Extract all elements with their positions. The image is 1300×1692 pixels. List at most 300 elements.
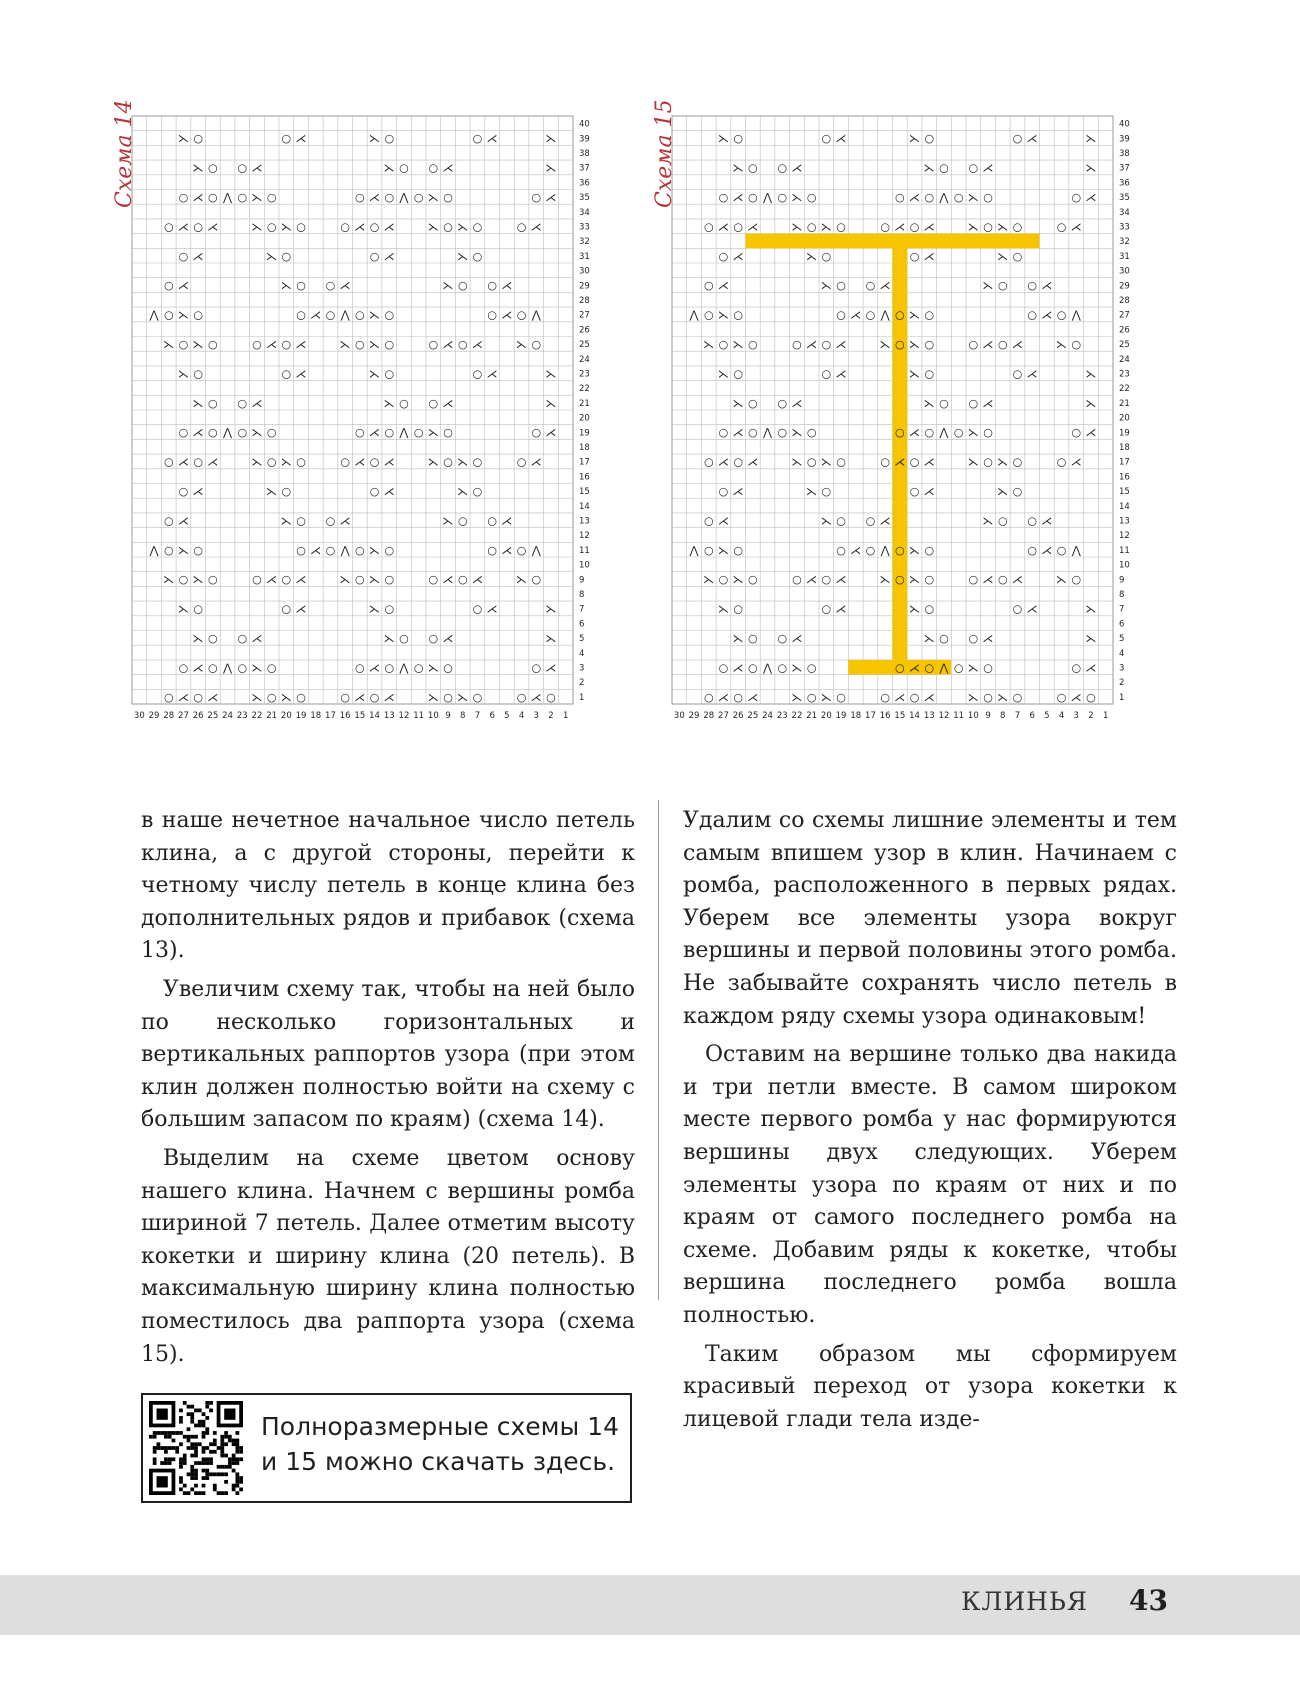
chart-symbol: ⋋ bbox=[923, 161, 935, 175]
chart-symbol: ⋋ bbox=[732, 161, 744, 175]
qr-module bbox=[224, 1435, 228, 1439]
chart-symbol: ⋌ bbox=[545, 426, 557, 440]
qr-code-icon[interactable] bbox=[149, 1401, 243, 1495]
chart-symbol: ○ bbox=[1086, 690, 1096, 704]
qr-module bbox=[224, 1431, 228, 1435]
chart-symbol: ⋋ bbox=[545, 132, 557, 146]
qr-module bbox=[205, 1446, 209, 1450]
column-number-label: 19 bbox=[295, 711, 307, 721]
column-number-label: 26 bbox=[732, 711, 744, 721]
qr-module bbox=[168, 1446, 172, 1450]
chart-symbol: ⋋ bbox=[427, 220, 439, 234]
row-number-label: 11 bbox=[579, 545, 590, 556]
chart-symbol: ⋋ bbox=[967, 426, 979, 440]
row-number-label: 40 bbox=[1119, 119, 1130, 130]
chart-symbol: ○ bbox=[924, 543, 935, 557]
chart-symbol: ⋀ bbox=[689, 308, 699, 322]
row-number-label: 35 bbox=[1119, 193, 1130, 204]
row-number-label: 25 bbox=[1119, 340, 1130, 351]
qr-module bbox=[183, 1461, 187, 1465]
chart-symbol: ○ bbox=[208, 337, 218, 351]
qr-module bbox=[202, 1461, 206, 1465]
chart-symbol: ○ bbox=[836, 455, 846, 469]
qr-module bbox=[205, 1416, 209, 1420]
chart-symbol: ○ bbox=[939, 161, 949, 175]
qr-module bbox=[179, 1431, 183, 1435]
chart-symbol: ○ bbox=[777, 190, 788, 204]
column-number-label: 18 bbox=[850, 711, 862, 721]
chart-symbol: ○ bbox=[733, 455, 743, 469]
row-number-label: 10 bbox=[1119, 560, 1130, 571]
qr-module bbox=[175, 1431, 179, 1435]
row-number-label: 14 bbox=[1119, 501, 1130, 512]
row-number-label: 38 bbox=[1119, 148, 1130, 159]
row-number-label: 33 bbox=[1119, 222, 1130, 233]
row-number-label: 10 bbox=[579, 560, 590, 571]
row-number-label: 9 bbox=[1119, 575, 1125, 586]
qr-module bbox=[202, 1469, 206, 1473]
qr-module bbox=[224, 1442, 228, 1446]
chart-symbol: ⋋ bbox=[1085, 631, 1097, 645]
chart-symbol: ○ bbox=[1012, 220, 1023, 234]
row-number-label: 24 bbox=[579, 354, 590, 365]
chart-symbol: ⋋ bbox=[997, 249, 1009, 263]
row-number-label: 7 bbox=[1119, 604, 1125, 615]
chart-symbol: ○ bbox=[208, 631, 218, 645]
chart-symbol: ⋌ bbox=[339, 279, 351, 293]
qr-module bbox=[220, 1491, 224, 1495]
chart-symbol: ⋌ bbox=[1026, 132, 1038, 146]
chart-symbol: ⋌ bbox=[894, 455, 906, 469]
chart-symbol: ○ bbox=[733, 367, 743, 381]
chart-symbol: ⋌ bbox=[1070, 220, 1082, 234]
row-number-label: 11 bbox=[1119, 545, 1130, 556]
chart-symbol: ⋋ bbox=[369, 337, 381, 351]
qr-module bbox=[194, 1446, 198, 1450]
chart-symbol: ○ bbox=[296, 279, 306, 293]
row-number-label: 17 bbox=[579, 457, 590, 468]
chart-symbol: ○ bbox=[208, 396, 218, 410]
qr-module bbox=[194, 1484, 198, 1488]
column-number-label: 18 bbox=[310, 711, 322, 721]
chart-symbol: ○ bbox=[178, 573, 189, 587]
chart-symbol: ○ bbox=[895, 337, 905, 351]
column-number-label: 23 bbox=[236, 711, 248, 721]
chart-symbol: ○ bbox=[968, 573, 979, 587]
chart-symbol: ⋌ bbox=[486, 602, 498, 616]
chart-symbol: ○ bbox=[836, 690, 846, 704]
column-number-label: 2 bbox=[548, 711, 554, 721]
chart-symbol: ⋋ bbox=[457, 455, 469, 469]
chart-symbol: ⋋ bbox=[820, 220, 832, 234]
row-number-label: 35 bbox=[579, 193, 590, 204]
qr-module bbox=[190, 1487, 194, 1491]
chart-symbol: ○ bbox=[266, 190, 277, 204]
chart-symbol: ○ bbox=[369, 690, 380, 704]
chart-symbol: ○ bbox=[472, 367, 483, 381]
chart-symbol: ○ bbox=[237, 190, 248, 204]
chart-symbol: ○ bbox=[355, 661, 365, 675]
qr-module bbox=[228, 1461, 232, 1465]
chart-symbol: ⋌ bbox=[369, 661, 381, 675]
chart-symbol: ⋋ bbox=[192, 337, 204, 351]
qr-module bbox=[194, 1491, 198, 1495]
chart-symbol: ○ bbox=[909, 220, 920, 234]
chart-symbol: ⋌ bbox=[1085, 661, 1097, 675]
chart-symbol: ○ bbox=[237, 631, 248, 645]
qr-module bbox=[179, 1487, 183, 1491]
chart-symbol: ⋌ bbox=[923, 484, 935, 498]
qr-module bbox=[202, 1446, 206, 1450]
chart-symbol: ○ bbox=[983, 661, 993, 675]
qr-module bbox=[202, 1431, 206, 1435]
chart-symbol: ⋌ bbox=[442, 573, 454, 587]
chart-symbol: ⋌ bbox=[501, 308, 513, 322]
chart-symbol: ○ bbox=[777, 631, 788, 645]
chart-symbol: ⋀ bbox=[531, 308, 541, 322]
chart-symbol: ⋋ bbox=[1056, 337, 1068, 351]
chart-symbol: ○ bbox=[193, 455, 203, 469]
chart-symbol: ⋌ bbox=[909, 661, 921, 675]
chart-symbol: ○ bbox=[325, 514, 336, 528]
chart-symbol: ○ bbox=[880, 455, 890, 469]
column-number-label: 24 bbox=[222, 711, 233, 721]
chart-symbol: ○ bbox=[1056, 543, 1067, 557]
chart-symbol: ○ bbox=[1027, 514, 1037, 528]
chart-symbol: ○ bbox=[325, 543, 336, 557]
qr-module bbox=[232, 1469, 236, 1473]
qr-module bbox=[205, 1461, 209, 1465]
chart-symbol: ⋋ bbox=[820, 279, 832, 293]
chart-symbol: ○ bbox=[208, 426, 218, 440]
qr-module bbox=[239, 1446, 243, 1450]
qr-module bbox=[168, 1457, 172, 1461]
chart-symbol: ○ bbox=[472, 484, 483, 498]
chart-symbol: ○ bbox=[384, 132, 395, 146]
qr-module bbox=[179, 1457, 183, 1461]
chart-symbol: ⋌ bbox=[791, 631, 803, 645]
chart-symbol: ○ bbox=[281, 367, 292, 381]
qr-module bbox=[228, 1465, 232, 1469]
qr-module bbox=[194, 1450, 198, 1454]
right-paragraph-2: Оставим на вершине только два накида и три петли вместе. В самом широком месте первого ромба у нас формируются вершины двух следующих. Уберем элементы узора по краям от них и по краям от самого последнего ромба на схеме. Добавим ряды к кокетке, чтобы вершина последнего ромба вошла полностью. bbox=[683, 1042, 1177, 1328]
chart-symbol: ⋋ bbox=[442, 514, 454, 528]
chart-symbol: ⋋ bbox=[909, 367, 921, 381]
chart-symbol: ⋌ bbox=[732, 661, 744, 675]
chart-symbol: ○ bbox=[237, 161, 248, 175]
row-number-label: 21 bbox=[1119, 398, 1130, 409]
chart-symbol: ○ bbox=[531, 661, 542, 675]
chart-symbol: ⋋ bbox=[923, 631, 935, 645]
chart-symbol: ⋌ bbox=[383, 455, 395, 469]
row-number-label: 19 bbox=[579, 428, 590, 439]
chart-symbol: ○ bbox=[193, 308, 203, 322]
chart-symbol: ○ bbox=[909, 690, 920, 704]
chart-symbol: ⋋ bbox=[280, 279, 292, 293]
chart-symbol: ○ bbox=[1071, 661, 1082, 675]
chart-symbol: ⋋ bbox=[192, 573, 204, 587]
chart-symbol: ○ bbox=[193, 690, 203, 704]
chart-symbol: ○ bbox=[748, 661, 758, 675]
chart-symbol: ○ bbox=[924, 426, 935, 440]
chart-symbol: ○ bbox=[1027, 308, 1037, 322]
chart-symbol: ○ bbox=[163, 220, 174, 234]
column-number-label: 21 bbox=[806, 711, 818, 721]
qr-module bbox=[149, 1435, 153, 1439]
chart-symbol: ○ bbox=[880, 690, 890, 704]
chart-symbol: ⋋ bbox=[791, 455, 803, 469]
qr-module bbox=[160, 1446, 164, 1450]
chart-symbol: ⋌ bbox=[192, 190, 204, 204]
chart-symbol: ⋌ bbox=[717, 690, 729, 704]
chart-symbol: ⋋ bbox=[703, 573, 715, 587]
column-number-label: 16 bbox=[879, 711, 891, 721]
chart-symbol: ⋌ bbox=[1041, 514, 1053, 528]
column-number-label: 4 bbox=[1058, 711, 1065, 721]
chart-symbol: ○ bbox=[413, 661, 424, 675]
chart-symbol: ○ bbox=[1071, 426, 1082, 440]
column-number-label: 27 bbox=[178, 711, 189, 721]
qr-module bbox=[157, 1442, 161, 1446]
chart-symbol: ○ bbox=[428, 161, 439, 175]
chart-symbol: ⋌ bbox=[879, 279, 891, 293]
qr-module bbox=[239, 1457, 243, 1461]
chart-symbol: ⋌ bbox=[791, 396, 803, 410]
column-number-label: 20 bbox=[280, 711, 292, 721]
row-number-label: 1 bbox=[1119, 692, 1125, 703]
column-number-label: 10 bbox=[967, 711, 979, 721]
chart-symbol: ○ bbox=[836, 220, 846, 234]
qr-module bbox=[202, 1420, 206, 1424]
qr-module bbox=[217, 1491, 221, 1495]
qr-module bbox=[187, 1439, 191, 1443]
chart-symbol: ○ bbox=[806, 455, 817, 469]
qr-module bbox=[190, 1465, 194, 1469]
chart-symbol: ⋋ bbox=[791, 220, 803, 234]
chart-symbol: ○ bbox=[777, 661, 788, 675]
chart-symbol: ○ bbox=[895, 543, 905, 557]
chart-symbol: ○ bbox=[516, 690, 527, 704]
chart-symbol: ⋌ bbox=[923, 249, 935, 263]
chart-symbol: ⋌ bbox=[177, 690, 189, 704]
chart-symbol: ⋋ bbox=[457, 690, 469, 704]
qr-module bbox=[209, 1442, 213, 1446]
chart-symbol: ○ bbox=[748, 396, 758, 410]
qr-module bbox=[179, 1465, 183, 1469]
qr-module bbox=[179, 1461, 183, 1465]
chart-symbol: ○ bbox=[163, 455, 174, 469]
chart-symbol: ○ bbox=[895, 426, 905, 440]
chart-symbol: ○ bbox=[792, 573, 802, 587]
chart-symbol: ○ bbox=[193, 367, 203, 381]
qr-module bbox=[194, 1469, 198, 1473]
chart-symbol: ○ bbox=[836, 279, 846, 293]
column-number-label: 11 bbox=[413, 711, 425, 721]
schema-15-label: Схема 15 bbox=[652, 99, 677, 208]
qr-module bbox=[209, 1457, 213, 1461]
column-number-label: 12 bbox=[398, 711, 410, 721]
chart-symbol: ⋋ bbox=[982, 279, 994, 293]
row-number-label: 30 bbox=[1119, 266, 1130, 277]
column-number-label: 24 bbox=[762, 711, 773, 721]
column-number-label: 14 bbox=[369, 711, 380, 721]
chart-symbol: ⋌ bbox=[923, 220, 935, 234]
chart-symbol: ○ bbox=[777, 161, 788, 175]
column-number-label: 28 bbox=[163, 711, 175, 721]
chart-symbol: ⋋ bbox=[909, 337, 921, 351]
column-number-label: 28 bbox=[703, 711, 715, 721]
chart-symbol: ⋀ bbox=[223, 190, 233, 204]
chart-symbol: ⋋ bbox=[997, 220, 1009, 234]
chart-symbol: ○ bbox=[1012, 455, 1023, 469]
chart-symbol: ⋋ bbox=[791, 690, 803, 704]
chart-symbol: ○ bbox=[1012, 484, 1023, 498]
row-number-label: 18 bbox=[579, 442, 590, 453]
chart-symbol: ⋌ bbox=[909, 190, 921, 204]
chart-symbol: ⋀ bbox=[340, 543, 350, 557]
row-number-label: 29 bbox=[1119, 281, 1130, 292]
row-number-label: 28 bbox=[579, 295, 590, 306]
chart-symbol: ⋌ bbox=[923, 690, 935, 704]
chart-symbol: ○ bbox=[193, 220, 203, 234]
chart-symbol: ○ bbox=[516, 455, 527, 469]
qr-module bbox=[217, 1472, 221, 1476]
chart-symbol: ○ bbox=[703, 279, 714, 293]
chart-symbol: ⋌ bbox=[717, 279, 729, 293]
left-paragraph-1: в наше нечетное начальное число петель клина, а с другой стороны, перейти к четному числу петель в конце клина без дополнительных рядов и прибавок (схема 13). bbox=[141, 808, 635, 964]
chart-symbol: ⋋ bbox=[251, 661, 263, 675]
row-number-label: 16 bbox=[579, 472, 590, 483]
chart-symbol: ⋌ bbox=[894, 690, 906, 704]
chart-symbol: ⋀ bbox=[223, 426, 233, 440]
chart-symbol: ⋌ bbox=[501, 279, 513, 293]
chart-symbol: ○ bbox=[369, 484, 380, 498]
qr-module bbox=[235, 1442, 239, 1446]
qr-module bbox=[153, 1461, 157, 1465]
qr-module bbox=[172, 1446, 176, 1450]
column-number-label: 1 bbox=[562, 711, 569, 721]
chart-symbol: ○ bbox=[997, 337, 1008, 351]
chart-symbol: ○ bbox=[399, 631, 409, 645]
chart-symbol: ⋋ bbox=[383, 631, 395, 645]
chart-symbol: ⋌ bbox=[717, 514, 729, 528]
chart-symbol: ⋋ bbox=[909, 543, 921, 557]
qr-module bbox=[235, 1446, 239, 1450]
chart-symbol: ⋋ bbox=[369, 367, 381, 381]
chart-symbol: ⋌ bbox=[192, 426, 204, 440]
chart-symbol: ○ bbox=[895, 573, 905, 587]
chart-symbol: ○ bbox=[178, 190, 189, 204]
chart-symbol: ⋌ bbox=[310, 308, 322, 322]
column-number-label: 10 bbox=[427, 711, 439, 721]
chart-symbol: ○ bbox=[895, 308, 905, 322]
chart-symbol: ⋌ bbox=[747, 220, 759, 234]
chart-symbol: ⋌ bbox=[251, 161, 263, 175]
column-number-label: 30 bbox=[133, 711, 145, 721]
chart-symbol: ⋀ bbox=[763, 661, 773, 675]
column-number-label: 22 bbox=[251, 711, 263, 721]
chart-symbol: ○ bbox=[806, 690, 817, 704]
chart-symbol: ⋌ bbox=[177, 455, 189, 469]
chart-symbol: ⋀ bbox=[340, 308, 350, 322]
chart-symbol: ○ bbox=[997, 514, 1008, 528]
chart-symbol: ○ bbox=[997, 279, 1008, 293]
chart-symbol: ○ bbox=[703, 308, 714, 322]
chart-symbol: ⋌ bbox=[717, 220, 729, 234]
chart-symbol: ○ bbox=[792, 337, 802, 351]
qr-module bbox=[190, 1405, 194, 1409]
chart-symbol: ○ bbox=[924, 661, 935, 675]
chart-symbol: ○ bbox=[821, 249, 832, 263]
chart-symbol: ○ bbox=[163, 308, 174, 322]
chart-symbol: ○ bbox=[939, 396, 949, 410]
chart-symbol: ⋌ bbox=[732, 484, 744, 498]
chart-symbol: ○ bbox=[193, 543, 203, 557]
chart-symbol: ○ bbox=[703, 220, 714, 234]
qr-module bbox=[157, 1446, 161, 1450]
chart-symbol: ⋌ bbox=[835, 367, 847, 381]
chart-symbol: ○ bbox=[748, 426, 758, 440]
chart-symbol: ○ bbox=[865, 308, 876, 322]
chart-symbol: ○ bbox=[296, 543, 306, 557]
chart-symbol: ○ bbox=[1056, 220, 1067, 234]
qr-module bbox=[190, 1435, 194, 1439]
chart-symbol: ⋋ bbox=[820, 514, 832, 528]
chart-symbol: ⋋ bbox=[516, 337, 528, 351]
callout-text: Полноразмерные схемы 14 и 15 можно скачать здесь. bbox=[261, 1412, 619, 1476]
chart-symbol: ⋋ bbox=[516, 573, 528, 587]
chart-symbol: ⋀ bbox=[223, 661, 233, 675]
chart-symbol: ⋋ bbox=[997, 690, 1009, 704]
row-number-label: 6 bbox=[579, 619, 585, 630]
qr-module bbox=[183, 1401, 187, 1405]
chart-symbol: ○ bbox=[237, 426, 248, 440]
qr-module bbox=[213, 1484, 217, 1488]
chart-symbol: ○ bbox=[296, 455, 306, 469]
chart-symbol: ⋋ bbox=[177, 543, 189, 557]
qr-module bbox=[220, 1450, 224, 1454]
qr-module bbox=[232, 1442, 236, 1446]
chart-symbol: ○ bbox=[953, 426, 964, 440]
qr-module bbox=[183, 1457, 187, 1461]
row-number-label: 28 bbox=[1119, 295, 1130, 306]
chart-symbol: ○ bbox=[443, 455, 453, 469]
qr-module bbox=[164, 1450, 168, 1454]
chart-symbol: ○ bbox=[281, 249, 292, 263]
qr-module bbox=[235, 1472, 239, 1476]
chart-symbol: ○ bbox=[865, 279, 876, 293]
column-number-label: 17 bbox=[865, 711, 876, 721]
row-number-label: 7 bbox=[579, 604, 585, 615]
chart-symbol: ○ bbox=[281, 484, 292, 498]
chart-symbol: ○ bbox=[821, 367, 832, 381]
chart-symbol: ○ bbox=[821, 337, 832, 351]
chart-symbol: ⋌ bbox=[354, 220, 366, 234]
chart-symbol: ⋌ bbox=[530, 455, 542, 469]
chart-symbol: ○ bbox=[718, 249, 729, 263]
knitting-chart-15 bbox=[650, 112, 1150, 730]
chart-symbol: ⋌ bbox=[369, 426, 381, 440]
chart-symbol: ⋌ bbox=[1085, 426, 1097, 440]
chart-symbol: ⋋ bbox=[251, 190, 263, 204]
qr-module bbox=[179, 1442, 183, 1446]
qr-module bbox=[198, 1461, 202, 1465]
row-number-label: 18 bbox=[1119, 442, 1130, 453]
qr-module bbox=[224, 1491, 228, 1495]
chart-symbol: ○ bbox=[355, 426, 365, 440]
chart-symbol: ○ bbox=[384, 308, 395, 322]
chart-symbol: ⋌ bbox=[442, 396, 454, 410]
